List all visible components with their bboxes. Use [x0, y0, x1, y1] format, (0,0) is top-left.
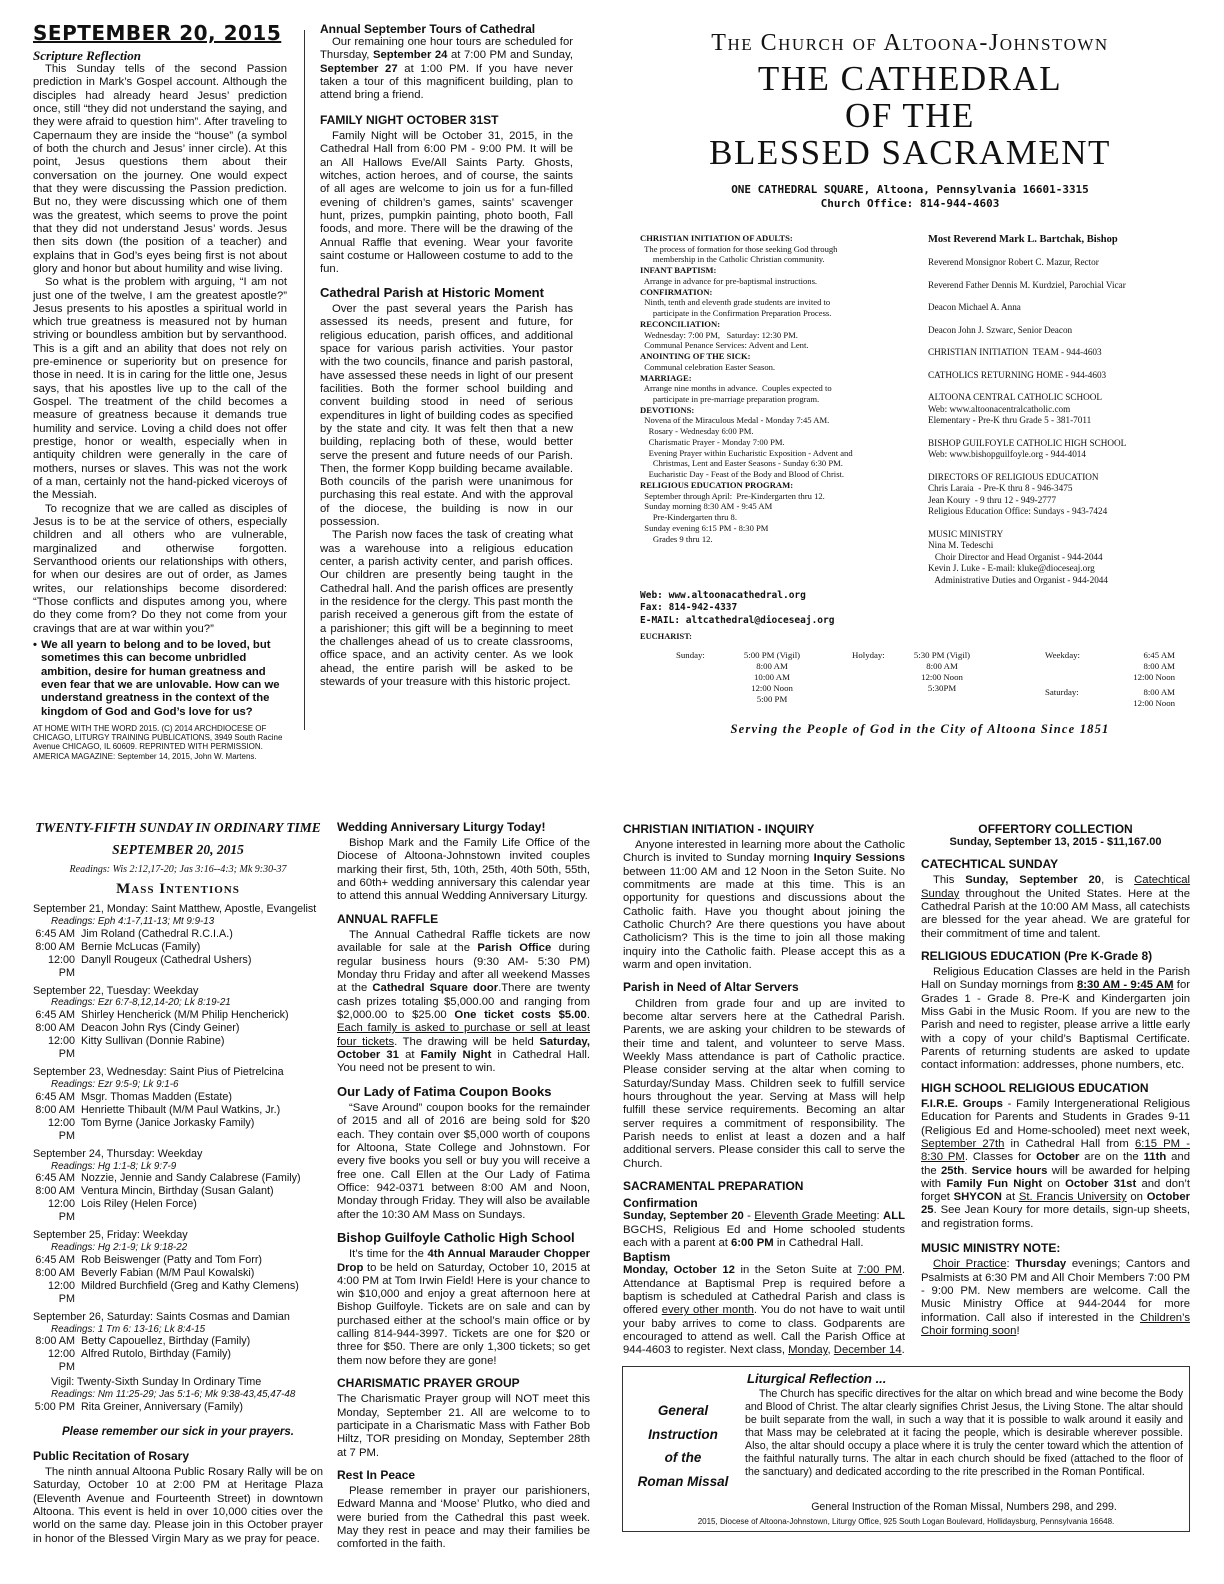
reflection-question: • We all yearn to belong and to be loved, but sometimes this can become unbridled ambition, desire for human greatness and even fear that we are unlovable. How can we understand greatness in the context of the kingdom of God and God’s love for us? [33, 639, 280, 718]
staff-line: Reverend Monsignor Robert C. Mazur, Rector [928, 257, 1099, 268]
charismatic-title: CHARISMATIC PRAYER GROUP [337, 1376, 520, 1391]
sunday-label: Sunday: [676, 650, 705, 660]
intention-time: 12:00 PM [47, 1116, 75, 1142]
service-line: Arrange nine months in advance. Couples expected to [640, 383, 832, 394]
mass-time: 5:30PM [927, 682, 957, 693]
serving-tagline: Serving the People of God in the City of Altoona Since 1851 [730, 722, 1110, 736]
intention-day [33, 1066, 323, 1143]
staff-line: Reverend Father Dennis M. Kurdziel, Parochial Vicar [928, 279, 1126, 290]
staff-line: Chris Laraia - Pre-K thru 8 - 946-3475 [928, 483, 1073, 494]
intention-time: 6:45 AM [35, 1253, 75, 1266]
intention-day-title: September 23, Wednesday: Saint Pius of Pietrelcina [33, 1066, 284, 1079]
column-divider [304, 30, 305, 730]
wedding-liturgy-title: Wedding Anniversary Liturgy Today! [337, 820, 546, 834]
fax-number: Fax: 814-942-4337 [640, 602, 738, 614]
mass-time: 5:00 PM (Vigil) [743, 650, 801, 660]
intention-time: 12:00 PM [47, 1035, 75, 1061]
service-line: Evening Prayer within Eucharistic Exposition - Advent and [640, 447, 853, 458]
holyday-times [892, 650, 992, 694]
scripture-reflection-column [33, 21, 287, 761]
reflection-title: Liturgical Reflection ... [747, 1371, 887, 1386]
vigil-title: Vigil: Twenty-Sixth Sunday In Ordinary Time [51, 1376, 262, 1389]
weekday-label: Weekday: [1045, 650, 1080, 660]
intention-name: Tom Byrne (Janice Jorkasky Family) [81, 1116, 255, 1129]
wedding-liturgy-text: Bishop Mark and the Family Life Office of the Diocese of Altoona-Johnstown invited couples marking their first, 5th, 10th, 25th, 40th 50th, 55th, and 60th+ wedding anniversary this calendar year to attend this annual Wedding Anniversary Liturgy. [337, 837, 590, 903]
staff-directory [928, 233, 1198, 613]
intention-readings: Readings: Eph 4:1-7,11-13; Mt 9:9-13 [51, 915, 215, 927]
fatima-title: Our Lady of Fatima Coupon Books [337, 1083, 552, 1099]
intention-name: Rob Beiswenger (Patty and Tom Forr) [81, 1253, 263, 1266]
cathedral-address: ONE CATHEDRAL SQUARE, Altoona, Pennsylvania 16601-3315 [731, 183, 1089, 197]
intention-day [33, 1148, 323, 1225]
intention-day [33, 1311, 323, 1375]
mass-time: 6:45 AM [1143, 650, 1175, 660]
music-ministry-text: Choir Practice: Thursday evenings; Cantors and Psalmists at 6:30 PM and All Choir Members 7:00 PM - 9:00 PM. New members are welcome. Call the Music Ministry Office at 944-2044 for more information. Call also if interested in the Children’s Choir forming soon! [921, 1258, 1190, 1337]
website-link[interactable]: Web: www.altoonacathedral.org [640, 590, 806, 601]
vigil-block [33, 1376, 323, 1414]
service-line: Novena of the Miraculous Medal - Monday 7:45 AM. [640, 415, 830, 426]
catechetical-title: CATECHTICAL SUNDAY [921, 857, 1059, 872]
eucharist-schedule [640, 632, 1200, 712]
historic-moment-title: Cathedral Parish at Historic Moment [320, 284, 544, 300]
staff-line: CHRISTIAN INITIATION TEAM - 944-4603 [928, 347, 1102, 358]
service-line: Communal Penance Services: Advent and Lent. [640, 340, 809, 351]
mass-time: 12:00 Noon [1133, 671, 1175, 682]
service-line: DEVOTIONS: [640, 404, 695, 415]
service-line: The process of formation for those seeking God through [640, 243, 838, 254]
scripture-reflection-heading: Scripture Reflection [33, 47, 141, 63]
sacraments-column [623, 822, 905, 1362]
staff-line: ALTOONA CENTRAL CATHOLIC SCHOOL [928, 392, 1102, 403]
intention-name: Ventura Mincin, Birthday (Susan Galant) [81, 1185, 274, 1198]
intention-name: Betty Capouellez, Birthday (Family) [81, 1335, 251, 1348]
intention-name: Jim Roland (Cathedral R.C.I.A.) [81, 927, 233, 940]
intention-row [33, 1009, 323, 1022]
music-ministry-title: MUSIC MINISTRY NOTE: [921, 1241, 1061, 1256]
intention-name: Shirley Hencherick (M/M Philip Hencherick) [81, 1009, 289, 1022]
altar-servers-text: Children from grade four and up are invited to become altar servers here at the Cathedral Parish. Parents, we are asking your children to be stewards of their time and talent, and volunteer to serve Mass. Weekly Mass attendance is part of Catholic practice. Please consider serving at the altar when coming to Saturday/Sunday Mass. Children seek to fulfill service hours throughout the year. Serving at Mass will help fulfill these service requirements. Becoming an altar server requires a commitment of responsibility. The Parish needs to enlist at least a dozen and a half additional servers. Please consider this call to serve the Church. [623, 997, 905, 1170]
fatima-text: “Save Around” coupon books for the remainder of 2015 and all of 2016 are being sold for $20 each. They contain over $5,000 worth of coupons for Altoona, State College and Johnstown. For every five books you sell or buy you will receive a free one. Call Ellen at the Our Lady of Fatima Office: 942-0371 between 8:00 AM and Noon, Monday through Friday. They will also be available after the 10:30 AM Mass on Sundays. [337, 1101, 590, 1221]
intention-time: 8:00 AM [35, 1185, 75, 1198]
confirmation-text: Sunday, September 20 - Eleventh Grade Meeting: ALL BGCHS, Religious Ed and Home schooled students each with a parent at 6:00 PM in Cathedral Hall. [623, 1210, 905, 1249]
staff-line: Web: www.bishopguilfoyle.org - 944-4014 [928, 449, 1086, 460]
intention-row [33, 1280, 323, 1306]
intention-row [33, 1198, 323, 1224]
service-line: Wednesday: 7:00 PM, Saturday: 12:30 PM. [640, 329, 798, 340]
intention-row [33, 1254, 323, 1267]
service-line: INFANT BAPTISM: [640, 265, 717, 276]
service-line: participate in pre-marriage preparation program. [640, 394, 820, 405]
announcements-column-bottom [337, 820, 591, 1551]
intention-row [33, 1172, 323, 1185]
baptism-title: Baptism [623, 1250, 671, 1265]
mass-time: 12:00 Noon [1133, 697, 1175, 708]
eucharist-label: EUCHARIST: [640, 632, 692, 641]
intention-time: 8:00 AM [35, 940, 75, 953]
raffle-text: The Annual Cathedral Raffle tickets are now available for sale at the Parish Office during regular business hours (9:30 AM- 5:30 PM) Monday thru Friday and after all weekend Masses at the Cathedral Square door.There are twenty cash prizes totaling $5,000.00 and ranging from $2,000.00 to $25.00 One ticket costs $5.00. Each family is asked to purchase or sell at least four tickets. The drawing will be held Saturday, October 31 at Family Night in Cathedral Hall. You need not be present to win. [337, 928, 590, 1075]
intention-time: 8:00 AM [35, 1266, 75, 1279]
staff-line: Nina M. Tedeschi [928, 540, 994, 551]
religious-education-title: RELIGIOUS EDUCATION (Pre K-Grade 8) [921, 948, 1153, 963]
intention-name: Msgr. Thomas Madden (Estate) [81, 1090, 233, 1103]
intention-name: Rita Greiner, Anniversary (Family) [81, 1400, 243, 1413]
service-line: Communal celebration Easter Season. [640, 361, 776, 372]
intention-row [33, 1348, 323, 1374]
inquiry-text: Anyone interested in learning more about the Catholic Church is invited to Sunday morning Inquiry Sessions between 11:00 AM and 12 Noon in the Seton Suite. No commitments are made at this time. This is an opportunity for questions and discussions about the Catholic faith. Have you thought about joining the Catholic Church? Are there questions you have about Catholicism? This is the time to join all those making inquiry into the Catholic faith. Please accept this as a warm and open invitation. [623, 839, 905, 972]
copyright-notice: AT HOME WITH THE WORD 2015. (C) 2014 ARCHDIOCESE OF CHICAGO, LITURGY TRAINING PUBLICATIONS, 3949 South Racine Avenue CHICAGO, IL 60609. REPRINTED WITH PERMISSION. AMERICA MAGAZINE: September 14, 2015, John W. Martens. [33, 724, 283, 761]
mass-time: 8:00 AM [1143, 660, 1175, 671]
staff-line: Choir Director and Head Organist - 944-2044 [928, 551, 1103, 562]
religious-education-text: Religious Education Classes are held in the Parish Hall on Sunday mornings from 8:30 AM - 9:45 AM for Grades 1 - Grade 8. Pre-K and Kindergarten join Miss Gabi in the Music Room. If you are new to the Parish and need to register, please arrive a little early with a copy of your child’s Baptismal Certificate. Parents of returning students are asked to update contact information: addresses, phone numbers, etc. [921, 966, 1190, 1072]
intention-readings: Readings: Ezr 9:5-9; Lk 9:1-6 [51, 1078, 179, 1090]
intention-row [33, 1401, 323, 1414]
offertory-title: OFFERTORY COLLECTION [978, 822, 1133, 836]
intention-time: 8:00 AM [35, 1335, 75, 1348]
intention-day-title: September 22, Tuesday: Weekday [33, 984, 199, 997]
staff-line: MUSIC MINISTRY [928, 528, 1004, 539]
intention-row [33, 928, 323, 941]
service-line: participate in the Confirmation Preparation Process. [640, 308, 832, 319]
sunday-readings: Readings: Wis 2:12,17-20; Jas 3:16--4:3; Mk 9:30-37 [69, 864, 287, 875]
service-line: Christmas, Lent and Easter Seasons - Sunday 6:30 PM. [640, 458, 843, 469]
bulletin-date: SEPTEMBER 20, 2015 [33, 21, 282, 45]
service-line: Charismatic Prayer - Monday 7:00 PM. [640, 436, 785, 447]
mass-intentions-heading: Mass Intentions [116, 881, 240, 897]
altar-servers-title: Parish in Need of Altar Servers [623, 980, 799, 995]
staff-line: Deacon Michael A. Anna [928, 302, 1021, 313]
rosary-text: The ninth annual Altoona Public Rosary Rally will be on Saturday, October 10 at 2:00 PM at Heritage Plaza (Eleventh Avenue and Fourteenth Street) in downtown Altoona. This event is held in over 10,000 cities over the world on the same day. Please join in this October prayer in honor of the Blessed Virgin Mary as we pray for peace. [33, 1465, 323, 1545]
reflection-footer: 2015, Diocese of Altoona-Johnstown, Liturgy Office, 925 South Logan Boulevard, Hollidaysburg, Pennsylvania 16648. [697, 1517, 1115, 1526]
holyday-label: Holyday: [852, 650, 885, 660]
intention-readings: Readings: 1 Tm 6: 13-16; Lk 8:4-15 [51, 1323, 206, 1335]
intention-day-title: September 26, Saturday: Saints Cosmas and Damian [33, 1310, 290, 1323]
intention-time: 12:00 PM [47, 1279, 75, 1305]
baptism-text: Monday, October 12 in the Seton Suite at 7:00 PM. Attendance at Baptismal Prep is required before a baptism is scheduled at Cathedral Parish and class is offered every other month. You do not have to wait until your baby arrives to come to class. Godparents are encouraged to attend as well. Call the Parish Office at 944-4603 to register. Next class, Monday, December 14. [623, 1264, 905, 1357]
contact-info [640, 590, 940, 632]
guilfoyle-text: It’s time for the 4th Annual Marauder Chopper Drop to be held on Saturday, October 10, 2015 at 4:00 PM at Tom Irwin Field! Here is your chance to win $10,000 and enjoy a great afternoon here at Bishop Guilfoyle. Tickets are on sale and can by purchased either at the school’s main office or by calling 814-944-3997. Tickets are one for $20 or three for $50. There are only 1,300 tickets; so get them now before they are gone! [337, 1248, 591, 1367]
raffle-title: ANNUAL RAFFLE [337, 911, 439, 926]
staff-line: Kevin J. Luke - E-mail: kluke@dioceseaj.org [928, 563, 1095, 574]
intention-row [33, 1091, 323, 1104]
staff-line: BISHOP GUILFOYLE CATHOLIC HIGH SCHOOL [928, 437, 1127, 448]
intention-readings: Readings: Ezr 6:7-8,12,14-20; Lk 8:19-21 [51, 997, 231, 1009]
education-column [921, 822, 1190, 1362]
intention-name: Henriette Thibault (M/M Paul Watkins, Jr.) [81, 1103, 281, 1116]
intention-name: Deacon John Rys (Cindy Geiner) [81, 1022, 240, 1035]
intention-name: Beverly Fabian (M/M Paul Kowalski) [81, 1266, 255, 1279]
staff-line: Most Reverend Mark L. Bartchak, Bishop [928, 234, 1118, 245]
service-line: RECONCILIATION: [640, 318, 721, 329]
intention-time: 6:45 AM [35, 1172, 75, 1185]
charismatic-text: The Charismatic Prayer group will NOT meet this Monday, September 21. All are welcome to to participate in a Charismatic Mass with Father Bob Hiltz, TOR presiding on Monday, September 28th at 7 PM. [337, 1393, 590, 1459]
intention-row [33, 1117, 323, 1143]
intention-day-title: September 24, Thursday: Weekday [33, 1147, 203, 1160]
guilfoyle-title: Bishop Guilfoyle Catholic High School [337, 1229, 575, 1245]
service-line: RELIGIOUS EDUCATION PROGRAM: [640, 479, 794, 490]
liturgical-date: SEPTEMBER 20, 2015 [112, 842, 244, 857]
intention-name: Danyll Rougeux (Cathedral Ushers) [81, 953, 252, 966]
high-school-text: F.I.R.E. Groups - Family Intergenerational Religious Education for Parents and Students in Grades 9-11 (Religious Ed and Home-schooled) meet next week, September 27th in Cathedral Hall from 6:15 PM - 8:30 PM. Classes for October are on the 11th and the 25th. Service hours will be awarded for helping with Family Fun Night on October 31st and don’t forget SHYCON at St. Francis University on October 25. See Jean Koury for more details, sign-up sheets, and registration forms. [921, 1097, 1191, 1230]
intention-row [33, 954, 323, 980]
intention-time: 12:00 PM [47, 1198, 75, 1224]
cathedral-name-line2: OF THE [845, 95, 975, 135]
intention-time: 12:00 PM [47, 953, 75, 979]
intention-name: Bernie McLucas (Family) [81, 940, 201, 953]
service-line: MARRIAGE: [640, 372, 692, 383]
family-night-title: FAMILY NIGHT OCTOBER 31ST [320, 112, 499, 127]
mass-intentions-column [33, 820, 323, 1545]
staff-line: Administrative Duties and Organist - 944-2044 [928, 574, 1108, 585]
staff-line: Religious Education Office: Sundays - 943-7424 [928, 506, 1108, 517]
service-line: Sunday morning 8:30 AM - 9:45 AM [640, 501, 773, 512]
vigil-readings: Readings: Nm 11:25-29; Jas 5:1-6; Mk 9:38-43,45,47-48 [51, 1389, 296, 1401]
confirmation-title: Confirmation [623, 1196, 698, 1211]
intention-readings: Readings: Hg 1:1-8; Lk 9:7-9 [51, 1160, 177, 1172]
mass-time: 12:00 Noon [751, 682, 793, 693]
liturgical-reflection-box [622, 1366, 1190, 1532]
intention-name: Mildred Burchfield (Greg and Kathy Clemens) [81, 1279, 299, 1292]
staff-line: Web: www.altoonacentralcatholic.com [928, 403, 1071, 414]
intention-time: 8:00 AM [35, 1022, 75, 1035]
service-line: September through April: Pre-Kindergarten thru 12. [640, 490, 825, 501]
intention-row [33, 1335, 323, 1348]
reflection-citation: General Instruction of the Roman Missal, Numbers 298, and 299. [811, 1501, 1117, 1513]
service-line: Grades 9 thru 12. [640, 533, 713, 544]
intention-time: 8:00 AM [35, 1103, 75, 1116]
rosary-title: Public Recitation of Rosary [33, 1448, 190, 1463]
mass-time: 8:00 AM [1143, 687, 1175, 697]
mass-time: 8:00 AM [756, 660, 788, 671]
weekday-times [1105, 650, 1175, 683]
intention-name: Kitty Sullivan (Donnie Rabine) [81, 1035, 225, 1048]
intention-name: Lois Riley (Helen Force) [81, 1198, 197, 1211]
cathedral-name-line1: THE CATHEDRAL [757, 59, 1063, 98]
intention-time: 6:45 AM [35, 927, 75, 940]
masthead [630, 30, 1190, 215]
intention-readings: Readings: Hg 2:1-9; Lk 9:18-22 [51, 1242, 188, 1254]
service-line: CONFIRMATION: [640, 286, 713, 297]
intention-row [33, 1022, 323, 1035]
sick-prayer-note: Please remember our sick in your prayers. [61, 1425, 295, 1438]
reflection-paragraph: To recognize that we are called as disciples of Jesus is to be at the service of others, especially children and all others who are vulnerable, marginalized and otherwise forgotten. Servanthood orients our relationships with others, for when our desires are out of order, as James writes, our relationships become disordered: “Those conflicts and disputes among you, where do they come from? Do they not come from your cravings that are at war within you?” [33, 502, 287, 635]
service-line: Pre-Kindergarten thru 8. [640, 512, 737, 523]
service-line: membership in the Catholic Christian community. [640, 254, 825, 265]
family-night-text: Family Night will be October 31, 2015, in the Cathedral Hall from 6:00 PM - 9:00 PM. It will be an All Hallows Eve/All Saints Party. Ghosts, witches, action heroes, and of course, the saints of all ages are welcome to join us for a fun-filled evening of children’s games, saints’ scavenger hunt, prizes, pumpkin painting, photo booth, Fall foods, and more. There will be the drawing of the Annual Raffle that evening. Wear your favorite saint costume or Halloween costume to add to the fun. [320, 129, 573, 276]
rest-in-peace-title: Rest In Peace [337, 1467, 416, 1482]
intention-row [33, 1185, 323, 1198]
church-office-phone: Church Office: 814-944-4603 [820, 197, 1000, 211]
high-school-title: HIGH SCHOOL RELIGIOUS EDUCATION [921, 1080, 1149, 1095]
email-link[interactable]: E-MAIL: altcathedral@dioceseaj.org [640, 614, 835, 626]
intention-time: 6:45 AM [35, 1009, 75, 1022]
tours-text: Our remaining one hour tours are scheduled for Thursday, September 24 at 7:00 PM and Sunday, September 27 at 1:00 PM. If you have never taken a tour of this magnificent building, plan to attend bring a friend. [320, 36, 574, 102]
saturday-label: Saturday: [1045, 687, 1079, 697]
sacramental-prep-title: SACRAMENTAL PREPARATION [623, 1178, 804, 1193]
saturday-times [1105, 687, 1175, 709]
mass-intentions-list [33, 903, 323, 1374]
service-line: Rosary - Wednesday 6:00 PM. [640, 426, 754, 437]
intention-row [33, 1035, 323, 1061]
rest-in-peace-text: Please remember in prayer our parishioners, Edward Manna and ‘Moose’ Plutko, who died and were buried from the Cathedral this past week. May they rest in peace and may their families be comforted in the faith. [337, 1485, 590, 1551]
intention-row [33, 1104, 323, 1117]
staff-line: Elementary - Pre-K thru Grade 5 - 381-7011 [928, 415, 1092, 426]
liturgical-title: TWENTY-FIFTH SUNDAY IN ORDINARY TIME [35, 820, 321, 835]
reflection-paragraph: So what is the problem with arguing, “I am not just one of the twelve, I am the greatest apostle?” Jesus presents to his apostles a spiritual world in which true greatness is measured not by human striving or boundless ambition but by servanthood. This is a gift and an ability that does not rely on pre-eminence or superiority but on presence for those in need. It is in caring for the little one, Jesus says, that his apostles live up to the call of the Gospel. The treatment of the child becomes a measure of greatness because it demands true humility and service. Loving a child does not offer prestige, honor or wealth, especially when in antiquity children were generally in the care of mothers, nurses or slaves. This was not the work of a man, certainly not the hand-picked viceroys of the Messiah. [33, 276, 287, 502]
service-line: Arrange in advance for pre-baptismal instructions. [640, 275, 818, 286]
mass-time: 5:00 PM [756, 693, 788, 704]
historic-moment-paragraph: The Parish now faces the task of creating what was a warehouse into a religious education center, a parish activity center, and parish offices. Our children are presently being taught in the Cathedral hall. And the parish offices are presently in the residence for the clergy. This past month the parish received a generous gift from the estate of a parishioner; this gift will be a beginning to meet the challenges ahead of us to create classrooms, office space, and an activity center. As we look ahead, the entire parish will be asked to be stewards of your treasure with this historic project. [320, 529, 573, 689]
reflection-paragraph: This Sunday tells of the second Passion prediction in Mark’s Gospel account. Although the disciples had already heard Jesus’ prediction once, still “they did not understand the saying, and they were afraid to question him”. After traveling to Capernaum they are inside the “house” (a symbol of both the church and Jesus’ inner circle). At this point, Jesus questions them about their conversation on the journey. One would expect that they were discussing the Passion prediction. But no, they were discussing which one of them was the greatest, which seems to prove the point that they did not understand Jesus’ words. Jesus then sits down (the position of a teacher) and explains that in God’s eyes being first is not about glory and honor but about humility and wise living. [33, 62, 287, 275]
gi-label: General Instruction of the Roman Missal [637, 1403, 729, 1489]
mass-time: 5:30 PM (Vigil) [913, 650, 971, 660]
intention-time: 6:45 AM [35, 1090, 75, 1103]
intention-day [33, 903, 323, 980]
mass-time: 12:00 Noon [921, 671, 963, 682]
bullet-icon: • [33, 639, 37, 652]
offertory-amount: Sunday, September 13, 2015 - $11,167.00 [949, 836, 1162, 849]
service-line: CHRISTIAN INITIATION OF ADULTS: [640, 233, 793, 243]
cathedral-name-line3: BLESSED SACRAMENT [709, 132, 1111, 172]
service-line: Sunday evening 6:15 PM - 8:30 PM [640, 522, 769, 533]
intention-time: 12:00 PM [47, 1348, 75, 1374]
staff-line: Jean Koury - 9 thru 12 - 949-2777 [928, 494, 1057, 505]
service-line: Eucharistic Day - Feast of the Body and Blood of Christ. [640, 469, 845, 480]
staff-line: DIRECTORS OF RELIGIOUS EDUCATION [928, 471, 1099, 482]
mass-time: 8:00 AM [926, 660, 958, 671]
historic-moment-paragraph: Over the past several years the Parish has assessed its needs, present and future, for religious education, parish offices, and additional space for various parish activities. Your pastor with the two councils, finance and parish pastoral, have assessed these needs in light of our present facilities. Both the former school building and convent building stood in need of serious expenditures in light of building codes as specified by the state and city. It was felt then that a new building, replacing both of these, would better serve the present and future needs of our Parish. Then, the former Kopp building became available. Both councils of the parish were unanimous for purchasing this real estate. And with the approval of the diocese, the building is now in our possession. [320, 302, 573, 529]
services-list [640, 233, 910, 583]
service-line: ANOINTING OF THE SICK: [640, 351, 751, 362]
intention-day-title: September 25, Friday: Weekday [33, 1229, 188, 1242]
staff-line: Deacon John J. Szwarc, Senior Deacon [928, 324, 1073, 335]
catechetical-text: This Sunday, September 20, is Catechtical Sunday throughout the United States. Here at the Cathedral Parish at the 10:00 AM Mass, all catechists are blessed for the year ahead. We are grateful for their commitment of time and talent. [921, 874, 1191, 940]
announcements-column-top [320, 22, 573, 752]
reflection-text: The Church has specific directives for the altar on which bread and wine become the Body and Blood of Christ. The altar clearly signifies Christ Jesus, the Living Stone. The altar should be built separate from the wall, in such a way that it is possible to walk around it easily and that Mass may be celebrated at it facing the people, which is desirable wherever possible. Also, the altar should occupy a place where it is truly the center toward which the attention of the faithful naturally turns. The altar in each church should be fixed (attached to the floor of the sanctuary) and dedicated according to the rite prescribed in the Roman Pontifical. [745, 1388, 1183, 1478]
intention-row [33, 941, 323, 954]
mass-time: 10:00 AM [754, 671, 790, 682]
intention-day [33, 985, 323, 1062]
intention-day [33, 1229, 323, 1306]
intention-name: Nozzie, Jennie and Sandy Calabrese (Family) [81, 1172, 301, 1185]
sunday-times [722, 650, 822, 705]
intention-row [33, 1267, 323, 1280]
church-name: The Church of Altoona-Johnstown [711, 30, 1109, 56]
staff-line: CATHOLICS RETURNING HOME - 944-4603 [928, 369, 1107, 380]
inquiry-title: CHRISTIAN INITIATION - INQUIRY [623, 822, 815, 836]
tours-title: Annual September Tours of Cathedral [320, 22, 536, 36]
intention-name: Alfred Rutolo, Birthday (Family) [81, 1348, 232, 1361]
service-line: Ninth, tenth and eleventh grade students are invited to [640, 297, 831, 308]
intention-day-title: September 21, Monday: Saint Matthew, Apostle, Evangelist [33, 903, 317, 915]
intention-time: 5:00 PM [34, 1400, 75, 1413]
